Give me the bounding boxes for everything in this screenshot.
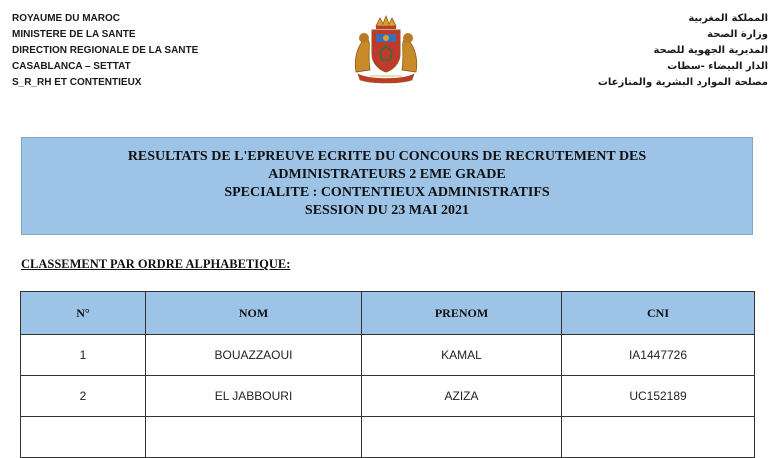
cell-prenom: AZIZA: [362, 376, 562, 417]
results-table: [20, 291, 755, 458]
column-header-number: N°: [21, 292, 146, 335]
results-title-box: [21, 137, 753, 235]
title-line-results: RESULTATS DE L'EPREUVE ECRITE DU CONCOURS DE RECRUTEMENT DES: [127, 149, 647, 164]
header-right-line-service: مصلحة الموارد البشرية والمنازعات: [597, 77, 768, 88]
table-row-partial: [21, 417, 755, 458]
header-right-line-kingdom: المملكة المغربية: [688, 13, 768, 24]
cell-number: 2: [21, 376, 146, 417]
cell-empty: [562, 417, 755, 458]
header-left-line-region: CASABLANCA – SETTAT: [12, 61, 131, 72]
cell-prenom: KAMAL: [362, 335, 562, 376]
cell-empty: [21, 417, 146, 458]
cell-nom: EL JABBOURI: [146, 376, 362, 417]
title-line-grade: ADMINISTRATEURS 2 EME GRADE: [268, 167, 506, 182]
table-row: [21, 335, 755, 376]
table-row: [21, 376, 755, 417]
table-header-row: [21, 292, 755, 335]
classement-heading: CLASSEMENT PAR ORDRE ALPHABETIQUE:: [21, 257, 291, 271]
header-right-line-ministry: وزارة الصحة: [707, 29, 768, 40]
moroccan-coat-of-arms-emblem: [350, 14, 422, 84]
header-right-line-region: الدار البيضاء -سطات: [667, 61, 768, 72]
column-header-nom: NOM: [146, 292, 362, 335]
column-header-prenom: PRENOM: [362, 292, 562, 335]
cell-nom: BOUAZZAOUI: [146, 335, 362, 376]
column-header-cni: CNI: [562, 292, 755, 335]
cell-number: 1: [21, 335, 146, 376]
title-line-specialty: SPECIALITE : CONTENTIEUX ADMINISTRATIFS: [224, 185, 550, 200]
cell-cni: IA1447726: [562, 335, 755, 376]
header-left-line-ministry: MINISTERE DE LA SANTE: [12, 29, 136, 40]
header-left-line-direction: DIRECTION REGIONALE DE LA SANTE: [12, 45, 199, 56]
cell-empty: [146, 417, 362, 458]
header-left-line-service: S_R_RH ET CONTENTIEUX: [12, 77, 142, 88]
cell-cni: UC152189: [562, 376, 755, 417]
header-left-line-kingdom: ROYAUME DU MAROC: [12, 13, 120, 24]
header-right: [598, 11, 768, 91]
header-left: [12, 11, 198, 91]
title-line-session: SESSION DU 23 MAI 2021: [304, 203, 470, 218]
header-right-line-direction: المديرية الجهوية للصحة: [653, 45, 768, 56]
cell-empty: [362, 417, 562, 458]
